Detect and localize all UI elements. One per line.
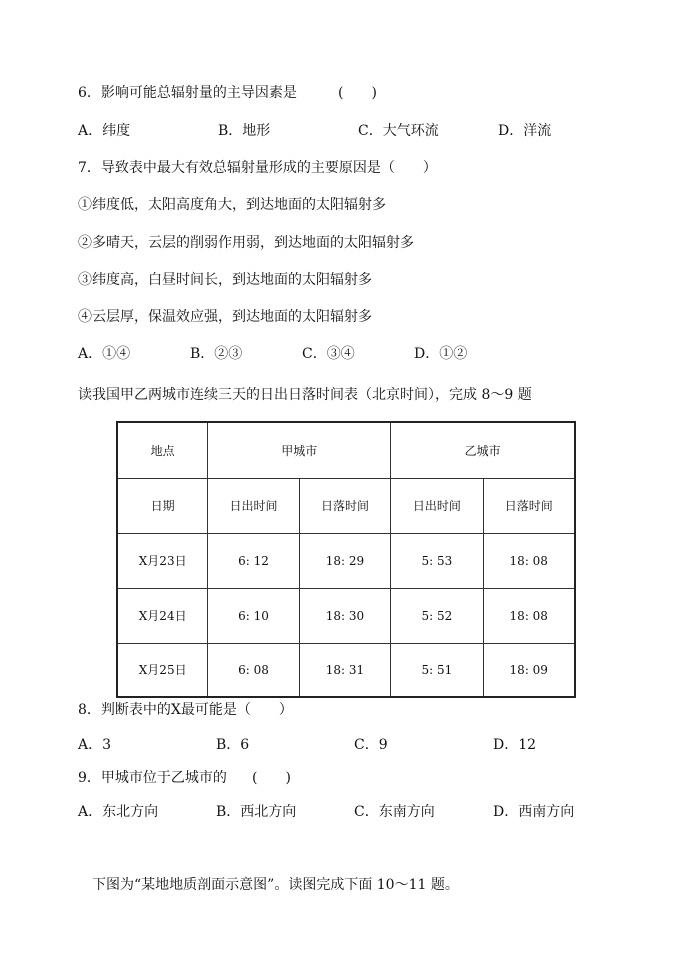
q6-stem: 6．影响可能总辐射量的主导因素是 [78, 85, 297, 101]
table-row [117, 533, 575, 588]
cell-date: X月23日 [117, 533, 208, 588]
header-a-sunset: 日落时间 [299, 478, 390, 533]
header-b-sunset: 日落时间 [483, 478, 575, 533]
q9-option-c: C．东南方向 [354, 804, 435, 820]
intro-8-9: 读我国甲乙两城市连续三天的日出日落时间表（北京时间），完成 8～9 题 [78, 387, 532, 403]
q6-option-b: B．地形 [218, 123, 271, 139]
q7-option-a: A．①④ [78, 346, 131, 362]
q9-answer-paren: ( ) [252, 770, 291, 786]
cell-b-sunset: 18: 08 [483, 588, 575, 643]
header-city-a: 甲城市 [208, 422, 391, 478]
table-row [117, 643, 575, 697]
q8-option-d: D．12 [493, 737, 537, 753]
cell-b-sunrise: 5: 51 [391, 643, 483, 697]
q7-option-b: B．②③ [190, 346, 243, 362]
q6-option-c: C．大气环流 [358, 123, 439, 139]
q7-item-1: ①纬度低，太阳高度角大，到达地面的太阳辐射多 [78, 197, 386, 213]
cell-date: X月25日 [117, 643, 208, 697]
q6-option-a: A．纬度 [78, 123, 131, 139]
q7-item-3: ③纬度高，白昼时间长，到达地面的太阳辐射多 [78, 272, 372, 288]
cell-a-sunrise: 6: 10 [208, 588, 299, 643]
cell-b-sunset: 18: 09 [483, 643, 575, 697]
cell-a-sunrise: 6: 12 [208, 533, 299, 588]
q9-option-d: D．西南方向 [493, 804, 575, 820]
q7-option-c: C．③④ [302, 346, 355, 362]
table-row [117, 588, 575, 643]
cell-a-sunset: 18: 29 [299, 533, 390, 588]
header-a-sunrise: 日出时间 [208, 478, 299, 533]
cell-a-sunset: 18: 31 [299, 643, 390, 697]
cell-date: X月24日 [117, 588, 208, 643]
q7-item-4: ④云层厚，保温效应强，到达地面的太阳辐射多 [78, 309, 372, 325]
cell-b-sunset: 18: 08 [483, 533, 575, 588]
cell-b-sunrise: 5: 53 [391, 533, 483, 588]
q8-option-a: A．3 [78, 737, 112, 753]
q9-option-a: A．东北方向 [78, 804, 159, 820]
sunrise-sunset-table [116, 421, 576, 698]
cell-a-sunrise: 6: 08 [208, 643, 299, 697]
cell-a-sunset: 18: 30 [299, 588, 390, 643]
q9-stem: 9．甲城市位于乙城市的 [78, 770, 227, 786]
q8-option-b: B．6 [216, 737, 250, 753]
q7-item-2: ②多晴天，云层的削弱作用弱，到达地面的太阳辐射多 [78, 235, 414, 251]
header-place: 地点 [117, 422, 208, 478]
cell-b-sunrise: 5: 52 [391, 588, 483, 643]
q8-option-c: C．9 [354, 737, 388, 753]
header-b-sunrise: 日出时间 [391, 478, 483, 533]
q8-stem: 8．判断表中的X最可能是（ ） [78, 702, 293, 718]
q7-stem: 7．导致表中最大有效总辐射量形成的主要原因是（ ） [78, 160, 437, 176]
q6-option-d: D．洋流 [498, 123, 552, 139]
q9-option-b: B．西北方向 [216, 804, 297, 820]
q7-option-d: D．①② [414, 346, 468, 362]
intro-10-11: 下图为“某地地质剖面示意图”。读图完成下面 10～11 题。 [92, 877, 459, 893]
q6-answer-paren: ( ) [338, 85, 377, 101]
header-date: 日期 [117, 478, 208, 533]
header-city-b: 乙城市 [391, 422, 575, 478]
